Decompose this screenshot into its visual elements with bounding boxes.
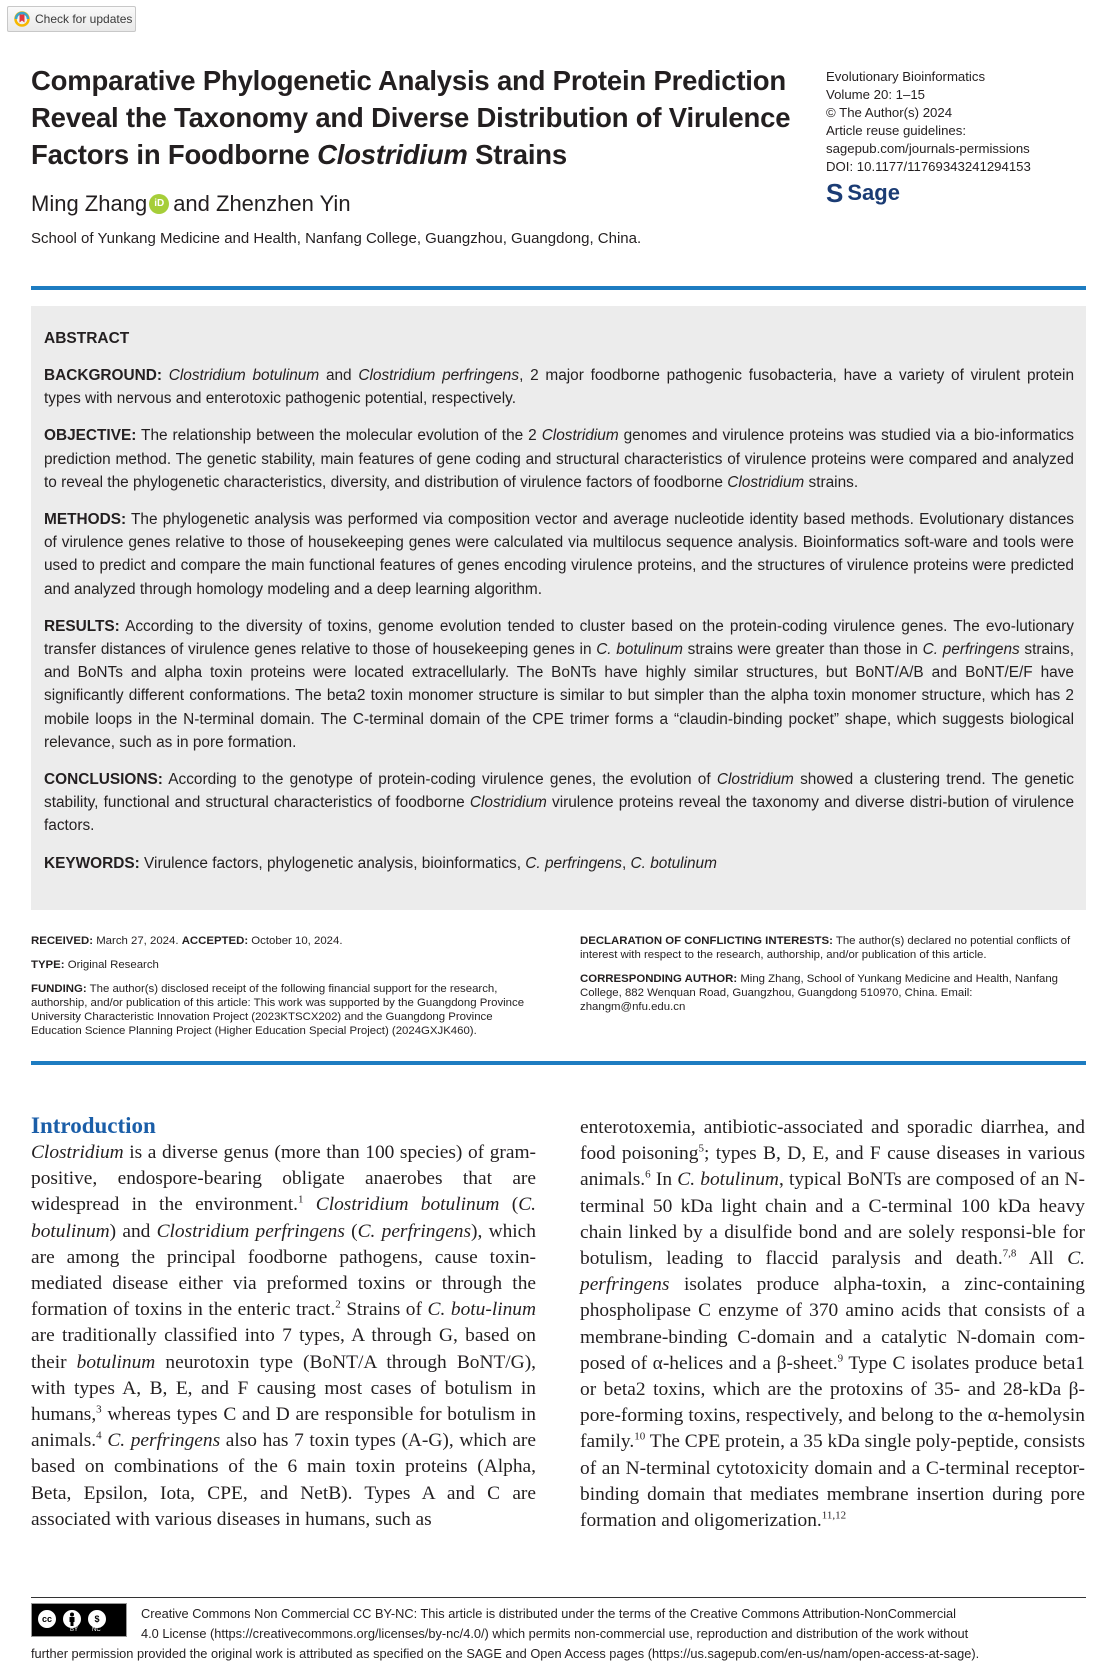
journal-name: Evolutionary Bioinformatics xyxy=(826,69,986,84)
sage-wordmark: Sage xyxy=(847,180,900,205)
accepted-label: ACCEPTED: xyxy=(181,935,249,947)
author-ming-zhang[interactable]: Ming Zhang xyxy=(31,191,148,216)
body-divider xyxy=(31,1061,1086,1065)
doi[interactable]: DOI: 10.1177/11769343241294153 xyxy=(826,159,1031,174)
reuse-guidelines: Article reuse guidelines: xyxy=(826,123,967,138)
conflicts xyxy=(580,934,1080,962)
orcid-icon[interactable]: iD xyxy=(149,194,169,214)
license-line-1: Creative Commons Non Commercial CC BY-NC: This article is distributed under the terms of the Creative Commons Attribution-NonCommercial xyxy=(141,1606,957,1621)
received-label: RECEIVED: xyxy=(31,935,94,947)
by-label: BY xyxy=(70,1626,79,1633)
author-list xyxy=(31,190,351,218)
objective-text: The relationship between the molecular evolution of the 2 Clostridium genomes and virulence proteins was studied via a bio-informatics prediction method. The genetic stability, main features of gene coding and structural characteristics of virulence proteins were compared and analyzed to reveal the phylogenetic characteristics, diversity, and distribution of virulence factors of foodborne Clostridium strains. xyxy=(44,427,1074,491)
abstract-objective xyxy=(44,424,1074,494)
header-divider xyxy=(31,286,1086,290)
background-label: BACKGROUND: xyxy=(44,367,162,384)
affiliation: School of Yunkang Medicine and Health, Nanfang College, Guangzhou, Guangdong, China. xyxy=(31,230,642,247)
nc-label: NC xyxy=(92,1626,101,1633)
footer-divider xyxy=(31,1597,1086,1598)
methods-label: METHODS: xyxy=(44,511,127,529)
corresponding-label: CORRESPONDING AUTHOR: xyxy=(580,973,738,985)
abstract-conclusions xyxy=(44,768,1074,838)
section-heading-introduction: Introduction xyxy=(31,1113,156,1138)
license-line-2: 4.0 License (https://creativecommons.org/licenses/by-nc/4.0/) which permits non-commercial use, reproduction and distribution of the work without xyxy=(141,1626,969,1641)
conflicts-label: DECLARATION OF CONFLICTING INTERESTS: xyxy=(580,935,833,947)
check-updates-icon xyxy=(14,11,30,27)
background-text: Clostridium botulinum and Clostridium perfringens, 2 major foodborne pathogenic fusobacteria, have a variety of virulent protein types with nervous and enterotoxic pathogenic potential, respectively. xyxy=(44,367,1075,408)
journal-meta xyxy=(826,68,1096,176)
article-type xyxy=(31,958,531,972)
type-value: Original Research xyxy=(64,959,159,971)
results-text: According to the diversity of toxins, genome evolution tended to cluster based on the protein-coding virulence genes. The evo-lutionary transfer distances of virulence genes relative to those of housekeeping genes in C. botulinum strains were greater than those in C. perfringens strains, and BoNTs and alpha toxin proteins were located extracellularly. The BoNTs have highly similar structures, but BoNT/A/B and BoNT/E/F have significantly different conformations. The beta2 toxin monomer structure is similar to but simpler than the alpha toxin monomer structure, which has 2 mobile loops in the N-terminal domain. The C-terminal domain of the CPE trimer forms a “claudin-binding pocket” shape, which suggests biological relevance, such as in pore formation. xyxy=(44,617,1074,751)
funding-label: FUNDING: xyxy=(31,983,87,995)
article-meta-right xyxy=(580,934,1080,1024)
abstract-methods xyxy=(44,508,1074,601)
noncommercial-icon: $ xyxy=(86,1608,108,1630)
check-updates-label: Check for updates xyxy=(35,12,133,26)
keywords-text: Virulence factors, phylogenetic analysis, bioinformatics, C. perfringens, C. botulinum xyxy=(139,854,717,872)
conclusions-text: According to the genotype of protein-coding virulence genes, the evolution of Clostridium showed a clustering trend. The genetic stability, functional and structural characteristics of foodborne Clostridium virulence proteins reveal the taxonomy and diverse distri-bution of virulence factors. xyxy=(44,771,1075,835)
abstract-background xyxy=(44,364,1074,410)
corresponding-author xyxy=(580,972,1080,1014)
funding xyxy=(31,982,531,1038)
check-for-updates-button[interactable] xyxy=(7,6,136,32)
license-line-3: further permission provided the original work is attributed as specified on the SAGE and Open Access pages (https://us.sagepub.com/en-us/nam/open-access-at-sage). xyxy=(31,1646,980,1661)
methods-text: The phylogenetic analysis was performed via composition vector and average nucleotide identity based methods. Evolutionary distances of virulence genes relative to those of housekeeping genes were calculated via multilocus sequence analysis. Bioinformatics soft-ware and tools were used to predict and compare the main functional features of genes encoding virulence proteins, and the structures of virulence proteins were predicted and analyzed through homology modeling and a deep learning algorithm. xyxy=(44,511,1074,598)
received-date: March 27, 2024. xyxy=(93,935,182,947)
abstract-results xyxy=(44,615,1074,754)
author-zhenzhen-yin: and Zhenzhen Yin xyxy=(173,191,351,216)
permissions-link[interactable]: sagepub.com/journals-permissions xyxy=(826,141,1030,156)
dates xyxy=(31,934,531,948)
title-text: Comparative Phylogenetic Analysis and Protein Prediction Reveal the Taxonomy and Diverse Distribution of Virulence Factors in Foodborne xyxy=(31,65,791,170)
corresponding-text: Ming Zhang, School of Yunkang Medicine and Health, Nanfang College, 882 Wenquan Road, Guangzhou, Guangdong 510970, China. Email: zhangm@nfu.edu.cn xyxy=(580,973,1058,1013)
article-title xyxy=(31,62,811,173)
title-italic: Clostridium xyxy=(317,139,468,170)
abstract-keywords xyxy=(44,852,1074,875)
conclusions-label: CONCLUSIONS: xyxy=(44,771,163,789)
accepted-date: October 10, 2024. xyxy=(248,935,343,947)
journal-volume: Volume 20: 1–15 xyxy=(826,87,925,102)
title-text-end: Strains xyxy=(467,139,567,170)
intro-paragraph-left: Clostridium is a diverse genus (more than 100 species) of gram-positive, endospore-bearing obligate anaerobes that are widespread in the environment.$^1$ Clostridium botulinum (C. botulinum) and Clostridium perfringens (C. perfringens), which are among the principal foodborne pathogens, cause toxin-mediated disease either via preformed toxins or through the formation of toxins in the enteric tract.$^2$ Strains of C. botu-linum are traditionally classified into 7 types, A through G, based on their botulinum neurotoxin type (BoNT/A through BoNT/G), with types A, B, E, and F causing most cases of botulism in humans,$^3$ whereas types C and D are responsible for botulism in animals.$^4$ C. perfringens also has 7 toxin types (A-G), which are based on combinations of the 6 main toxin proteins (Alpha, Beta, Epsilon, Iota, CPE, and NetB). Types A and C are associated with various diseases in humans, such as xyxy=(31,1142,537,1530)
article-meta-left xyxy=(31,934,531,1048)
body-column-right xyxy=(580,1115,1085,1534)
cc-icon: cc xyxy=(36,1608,58,1630)
funding-text: The author(s) disclosed receipt of the following financial support for the research, authorship, and/or publication of this article: This work was supported by the Guangdong Province University Characteristic Innovation Project (2023KTSCX202) and the Guangdong Province Education Science Planning Project (Higher Education Special Project) (2024GXJK460). xyxy=(31,983,525,1037)
sage-logo xyxy=(826,180,900,206)
objective-label: OBJECTIVE: xyxy=(44,427,137,445)
intro-paragraph-right: enterotoxemia, antibiotic-associated and sporadic diarrhea, and food poisoning$^5$; types B, D, E, and F cause diseases in various animals.$^6$ In C. botulinum, typical BoNTs are composed of an N-terminal 50 kDa light chain and a C-terminal 100 kDa heavy chain linked by a disulfide bond and are solely responsi-ble for botulism, leading to flaccid paralysis and death.$^{7,8}$ All C. perfringens isolates produce alpha-toxin, a zinc-containing phospholipase C enzyme of 370 amino acids that consists of a membrane-binding C-domain and a catalytic N-domain com-posed of α-helices and a β-sheet.$^9$ Type C isolates produce beta1 or beta2 toxins, which are the protoxins of 35- and 28-kDa β-pore-forming toxins, respectively, and belong to the α-hemolysin family.$^{10}$ The CPE protein, a 35 kDa single poly-peptide, consists of an N-terminal cytotoxicity domain and a C-terminal receptor-binding domain that mediates membrane insertion during pore formation and oligomerization.$^{11,12}$ xyxy=(580,1117,1086,1532)
abstract-box xyxy=(31,306,1086,910)
conflicts-text: The author(s) declared no potential conflicts of interest with respect to the research, authorship, and/or publication of this article. xyxy=(580,935,1071,961)
body-column-left xyxy=(31,1112,536,1533)
results-label: RESULTS: xyxy=(44,617,120,635)
sage-s-icon: S xyxy=(826,178,844,208)
abstract-heading: ABSTRACT xyxy=(44,330,130,347)
copyright: © The Author(s) 2024 xyxy=(826,105,953,120)
license-text xyxy=(31,1604,1091,1664)
keywords-label: KEYWORDS: xyxy=(44,854,140,872)
type-label: TYPE: xyxy=(31,959,65,971)
